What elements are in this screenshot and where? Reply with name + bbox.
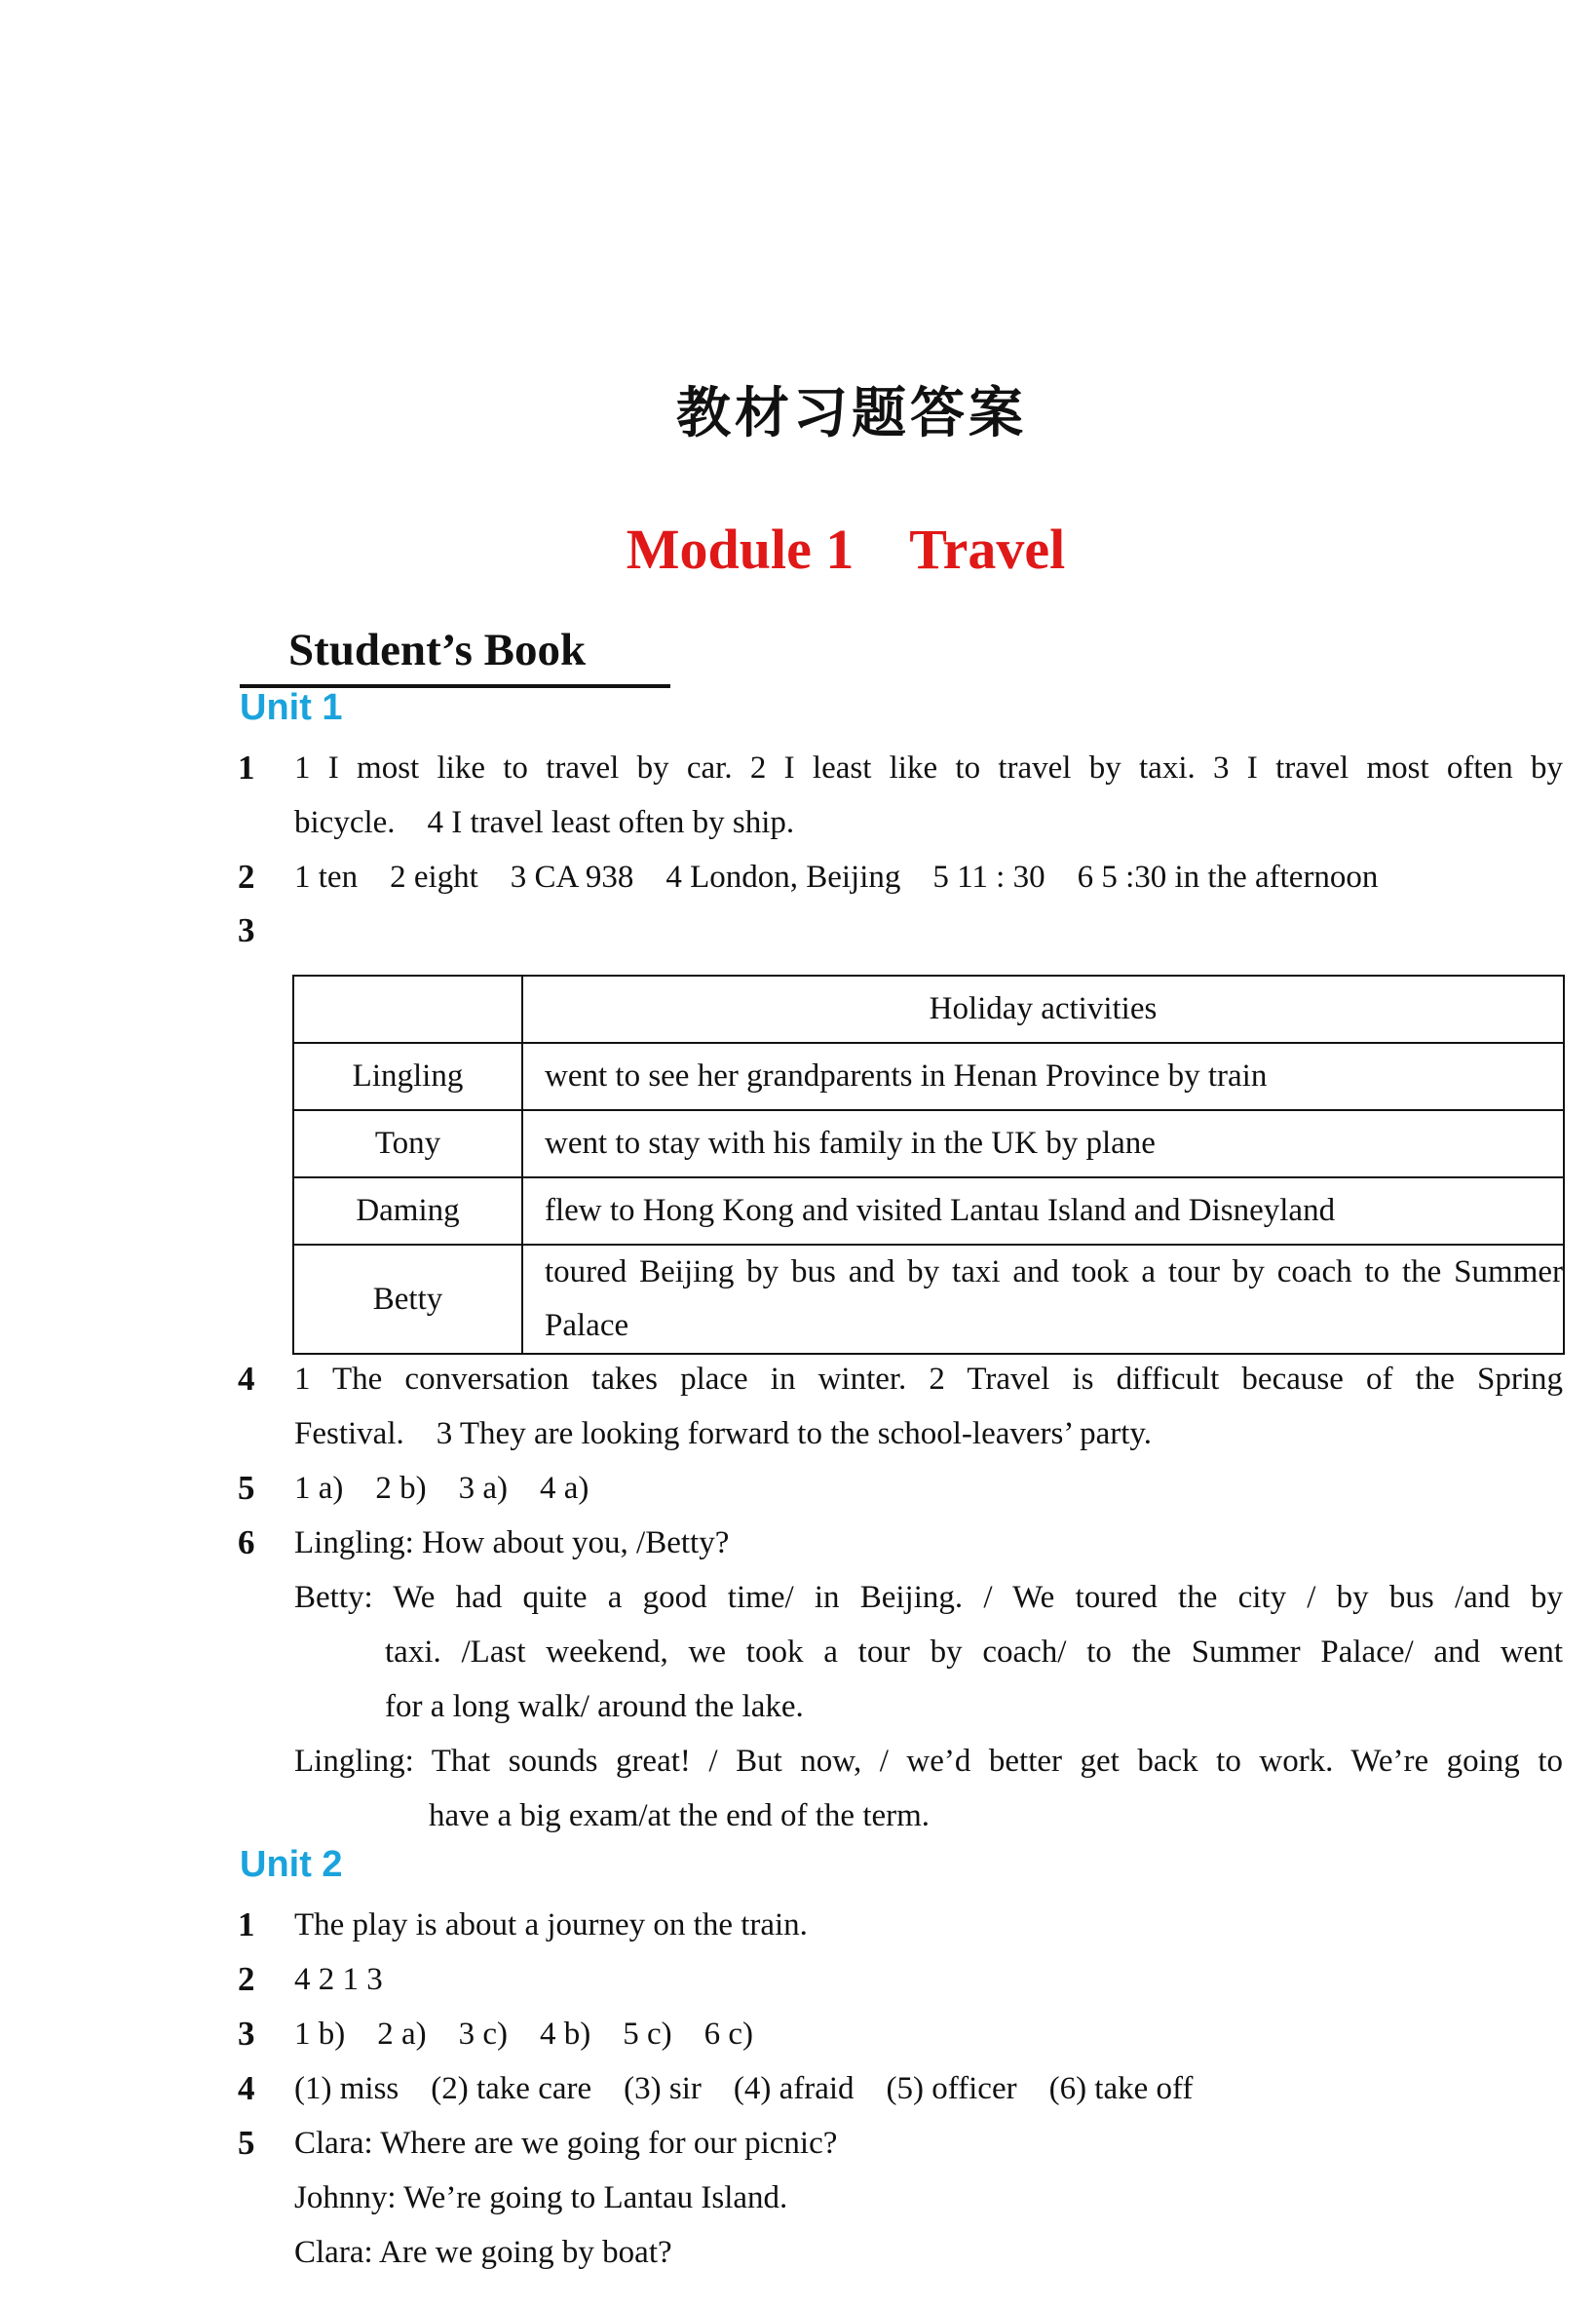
dialogue-line: for a long walk/ around the lake. bbox=[385, 1689, 804, 1724]
answer-line: 1 The conversation takes place in winter. 2 Travel is difficult because of the Spring bbox=[294, 1362, 1563, 1397]
table-cell-activity: flew to Hong Kong and visited Lantau Island and Disneyland bbox=[522, 1177, 1564, 1245]
table-cell-name: Lingling bbox=[293, 1043, 522, 1110]
dialogue-line: taxi. /Last weekend, we took a tour by coach/ to the Summer Palace/ and went bbox=[385, 1634, 1563, 1670]
answer-number: 3 bbox=[238, 2015, 255, 2053]
table-cell-name: Tony bbox=[293, 1110, 522, 1177]
book-header-label: Student’s Book bbox=[288, 625, 587, 675]
table-row bbox=[293, 1245, 1564, 1354]
answer-line: 1 a) 2 b) 3 a) 4 a) bbox=[294, 1471, 589, 1506]
unit-heading: Unit 2 bbox=[240, 1844, 343, 1885]
dialogue-line: Lingling: That sounds great! / But now, / we’d better get back to work. We’re going to bbox=[294, 1744, 1563, 1779]
answer-line: (1) miss (2) take care (3) sir (4) afraid (5) officer (6) take off bbox=[294, 2071, 1194, 2106]
table-cell-name: Daming bbox=[293, 1177, 522, 1245]
dialogue-line: Clara: Are we going by boat? bbox=[294, 2235, 672, 2270]
dialogue-line: Johnny: We’re going to Lantau Island. bbox=[294, 2180, 788, 2215]
table-cell-activity: went to see her grandparents in Henan Province by train bbox=[522, 1043, 1564, 1110]
answer-number: 1 bbox=[238, 1905, 255, 1943]
answer-line: bicycle. 4 I travel least often by ship. bbox=[294, 805, 795, 840]
holiday-activities-table bbox=[292, 975, 1565, 1355]
answer-number: 4 bbox=[238, 1360, 255, 1398]
answer-number: 4 bbox=[238, 2069, 255, 2107]
unit-heading: Unit 1 bbox=[240, 687, 343, 728]
answer-number: 2 bbox=[238, 1960, 255, 1998]
table-cell-activity: went to stay with his family in the UK by plane bbox=[522, 1110, 1564, 1177]
answer-number: 3 bbox=[238, 911, 255, 949]
answer-line: Festival. 3 They are looking forward to the school-leavers’ party. bbox=[294, 1416, 1153, 1451]
table-header-row bbox=[293, 976, 1564, 1043]
answer-line: 1 ten 2 eight 3 CA 938 4 London, Beijing 5 11 : 30 6 5 :30 in the afternoon bbox=[294, 860, 1379, 895]
dialogue-line: Lingling: How about you, /Betty? bbox=[294, 1525, 730, 1560]
table-header-cell: Holiday activities bbox=[522, 976, 1564, 1043]
table-cell-activity: toured Beijing by bus and by taxi and took a tour by coach to the Summer Palace bbox=[522, 1245, 1564, 1354]
answer-number: 1 bbox=[238, 749, 255, 787]
table-row bbox=[293, 1110, 1564, 1177]
module-title: Module 1 Travel bbox=[626, 518, 1066, 581]
answer-line: 1 b) 2 a) 3 c) 4 b) 5 c) 6 c) bbox=[294, 2017, 754, 2052]
dialogue-line: Betty: We had quite a good time/ in Beijing. / We toured the city / by bus /and by bbox=[294, 1580, 1563, 1615]
table-header-cell bbox=[293, 976, 522, 1043]
dialogue-line: Clara: Where are we going for our picnic? bbox=[294, 2126, 838, 2161]
answer-number: 2 bbox=[238, 858, 255, 896]
answer-number: 5 bbox=[238, 1469, 255, 1507]
table-cell-name: Betty bbox=[293, 1245, 522, 1354]
page-title: 教材习题答案 bbox=[676, 382, 1027, 445]
table-row bbox=[293, 1043, 1564, 1110]
answer-line: 4 2 1 3 bbox=[294, 1962, 383, 1997]
answer-line: The play is about a journey on the train. bbox=[294, 1907, 808, 1942]
answer-number: 5 bbox=[238, 2124, 255, 2162]
answer-number: 6 bbox=[238, 1523, 255, 1561]
book-header bbox=[240, 624, 670, 688]
dialogue-line: have a big exam/at the end of the term. bbox=[429, 1798, 931, 1833]
answer-line: 1 I most like to travel by car. 2 I least like to travel by taxi. 3 I travel most often by bbox=[294, 750, 1563, 786]
table-row bbox=[293, 1177, 1564, 1245]
